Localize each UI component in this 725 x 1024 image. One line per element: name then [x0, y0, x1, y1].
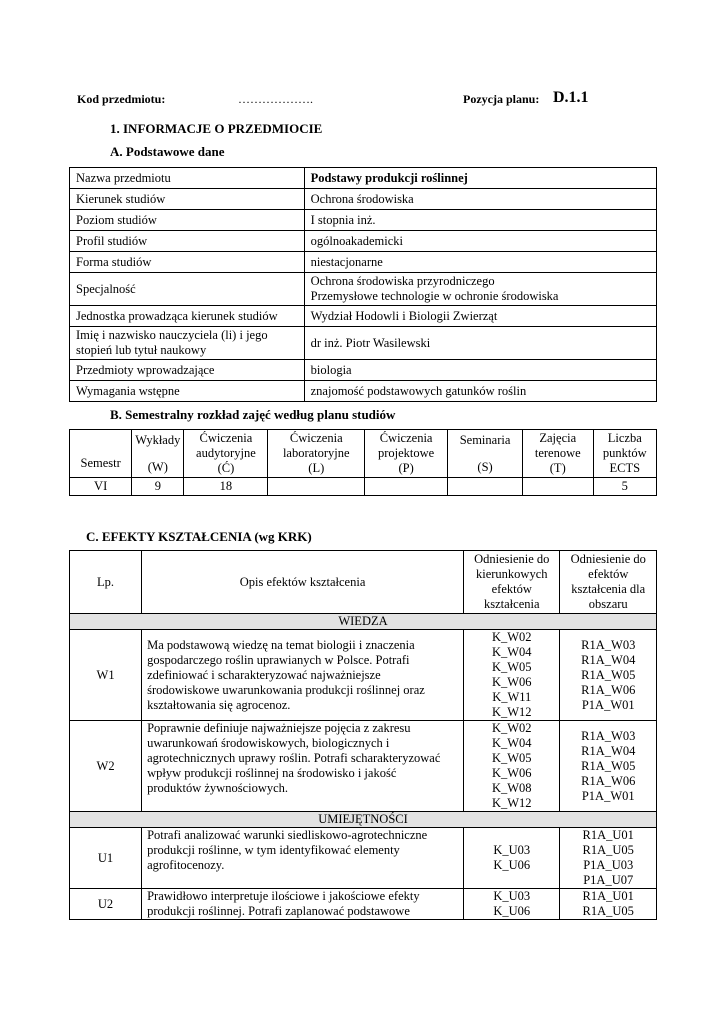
- table-row: [70, 889, 657, 920]
- row-key: Wymagania wstępne: [70, 381, 305, 402]
- row-key: Nazwa przedmiotu: [70, 168, 305, 189]
- table-row: [70, 189, 657, 210]
- row-value: Wydział Hodowli i Biologii Zwierząt: [304, 306, 656, 327]
- table-header-row: [70, 430, 657, 478]
- outcome-description: Poprawnie definiuje najważniejsze pojęcia z zakresu uwarunkowań środowiskowych, biologicznych i agrotechnicznych uprawy roślin. Potrafi scharakteryzować wpływ produkcji roślinnej na środowisko i jakość produktów żywnościowych.: [142, 721, 464, 812]
- specialty-line-2: Przemysłowe technologie w ochronie środowiska: [310, 289, 559, 303]
- section-1-title: 1. INFORMACJE O PRZEDMIOCIE: [110, 121, 323, 136]
- row-key: Przedmioty wprowadzające: [70, 360, 305, 381]
- table-row: [70, 327, 657, 360]
- row-key: Jednostka prowadząca kierunek studiów: [70, 306, 305, 327]
- table-row: [70, 360, 657, 381]
- auditory-exercises-header: Ćwiczenia audytoryjne (Ć): [184, 430, 268, 478]
- course-name-value: Podstawy produkcji roślinnej: [304, 168, 656, 189]
- description-header: Opis efektów kształcenia: [142, 551, 464, 614]
- row-value: znajomość podstawowych gatunków roślin: [304, 381, 656, 402]
- row-key: Poziom studiów: [70, 210, 305, 231]
- area-outcome-refs: R1A_W03 R1A_W04 R1A_W05 R1A_W06 P1A_W01: [560, 630, 657, 721]
- plan-position-label: Pozycja planu:: [463, 92, 540, 106]
- area-outcome-refs: R1A_U01 R1A_U05: [560, 889, 657, 920]
- area-outcomes-header: Odniesienie do efektów kształcenia dla obszaru: [560, 551, 657, 614]
- outcome-lp: W1: [70, 630, 142, 721]
- row-value: Ochrona środowiska: [304, 189, 656, 210]
- skills-section-label: UMIEJĘTNOŚCI: [70, 812, 657, 828]
- course-code-value: ……………….: [238, 92, 313, 106]
- table-row: [70, 828, 657, 889]
- teacher-key-line-2: stopień lub tytuł naukowy: [76, 343, 207, 357]
- semester-value: VI: [70, 478, 132, 496]
- course-outcome-refs: K_W02 K_W04 K_W05 K_W06 K_W11 K_W12: [464, 630, 560, 721]
- outcome-description: Ma podstawową wiedzę na temat biologii i znaczenia gospodarczego roślin uprawianych w Polsce. Potrafi zdefiniować i scharakteryzować najważniejsze środowiskowe uwarunkowania produkcji roślinnej oraz kształtowania się agrocenoz.: [142, 630, 464, 721]
- table-row: [70, 231, 657, 252]
- area-outcome-refs: R1A_W03 R1A_W04 R1A_W05 R1A_W06 P1A_W01: [560, 721, 657, 812]
- row-value: dr inż. Piotr Wasilewski: [304, 327, 656, 360]
- table-header-row: [70, 551, 657, 614]
- course-outcomes-header: Odniesienie do kierunkowych efektów kształcenia: [464, 551, 560, 614]
- specialty-line-1: Ochrona środowiska przyrodniczego: [310, 274, 495, 288]
- row-key: Specjalność: [70, 273, 305, 306]
- section-c-title: C. EFEKTY KSZTAŁCENIA (wg KRK): [86, 529, 312, 544]
- project-value: [365, 478, 448, 496]
- table-row: [70, 273, 657, 306]
- table-row: [70, 210, 657, 231]
- project-exercises-header: Ćwiczenia projektowe (P): [365, 430, 448, 478]
- outcome-lp: W2: [70, 721, 142, 812]
- outcome-description: Potrafi analizować warunki siedliskowo-agrotechniczne produkcji roślinne, w tym identyfikować elementy agrofitocenozy.: [142, 828, 464, 889]
- seminars-header: Seminaria (S): [448, 430, 523, 478]
- section-b-title: B. Semestralny rozkład zajęć według planu studiów: [110, 407, 396, 422]
- section-row: [70, 614, 657, 630]
- teacher-key-line-1: Imię i nazwisko nauczyciela (li) i jego: [76, 328, 268, 342]
- plan-position-value: D.1.1: [553, 89, 589, 106]
- lectures-header: Wykłady (W): [132, 430, 184, 478]
- table-row: [70, 252, 657, 273]
- field-value: [522, 478, 593, 496]
- basic-data-table: [69, 167, 657, 402]
- course-outcome-refs: K_W02 K_W04 K_W05 K_W06 K_W08 K_W12: [464, 721, 560, 812]
- course-outcome-refs: K_U03 K_U06: [464, 828, 560, 889]
- section-a-title: A. Podstawowe dane: [110, 144, 225, 159]
- course-outcome-refs: K_U03 K_U06: [464, 889, 560, 920]
- row-key: Forma studiów: [70, 252, 305, 273]
- table-row: [70, 306, 657, 327]
- row-key: Kierunek studiów: [70, 189, 305, 210]
- row-value: [304, 273, 656, 306]
- ects-header: Liczba punktów ECTS: [593, 430, 656, 478]
- lab-value: [268, 478, 365, 496]
- row-key: Profil studiów: [70, 231, 305, 252]
- course-code-label: Kod przedmiotu:: [77, 92, 166, 106]
- ects-value: 5: [593, 478, 656, 496]
- row-value: biologia: [304, 360, 656, 381]
- semester-header: Semestr: [70, 430, 132, 478]
- learning-outcomes-table: [69, 550, 657, 920]
- outcome-description: Prawidłowo interpretuje ilościowe i jakościowe efekty produkcji roślinnej. Potrafi zaplanować podstawowe: [142, 889, 464, 920]
- lab-exercises-header: Ćwiczenia laboratoryjne (L): [268, 430, 365, 478]
- row-value: ogólnoakademicki: [304, 231, 656, 252]
- table-row: [70, 168, 657, 189]
- semester-schedule-table: [69, 429, 657, 496]
- seminars-value: [448, 478, 523, 496]
- lectures-value: 9: [132, 478, 184, 496]
- area-outcome-refs: R1A_U01 R1A_U05 P1A_U03 P1A_U07: [560, 828, 657, 889]
- table-row: [70, 381, 657, 402]
- row-value: niestacjonarne: [304, 252, 656, 273]
- row-key: [70, 327, 305, 360]
- table-row: [70, 630, 657, 721]
- section-row: [70, 812, 657, 828]
- knowledge-section-label: WIEDZA: [70, 614, 657, 630]
- outcome-lp: U1: [70, 828, 142, 889]
- table-row: [70, 721, 657, 812]
- auditory-value: 18: [184, 478, 268, 496]
- field-classes-header: Zajęcia terenowe (T): [522, 430, 593, 478]
- table-row: [70, 478, 657, 496]
- outcome-lp: U2: [70, 889, 142, 920]
- lp-header: Lp.: [70, 551, 142, 614]
- row-value: I stopnia inż.: [304, 210, 656, 231]
